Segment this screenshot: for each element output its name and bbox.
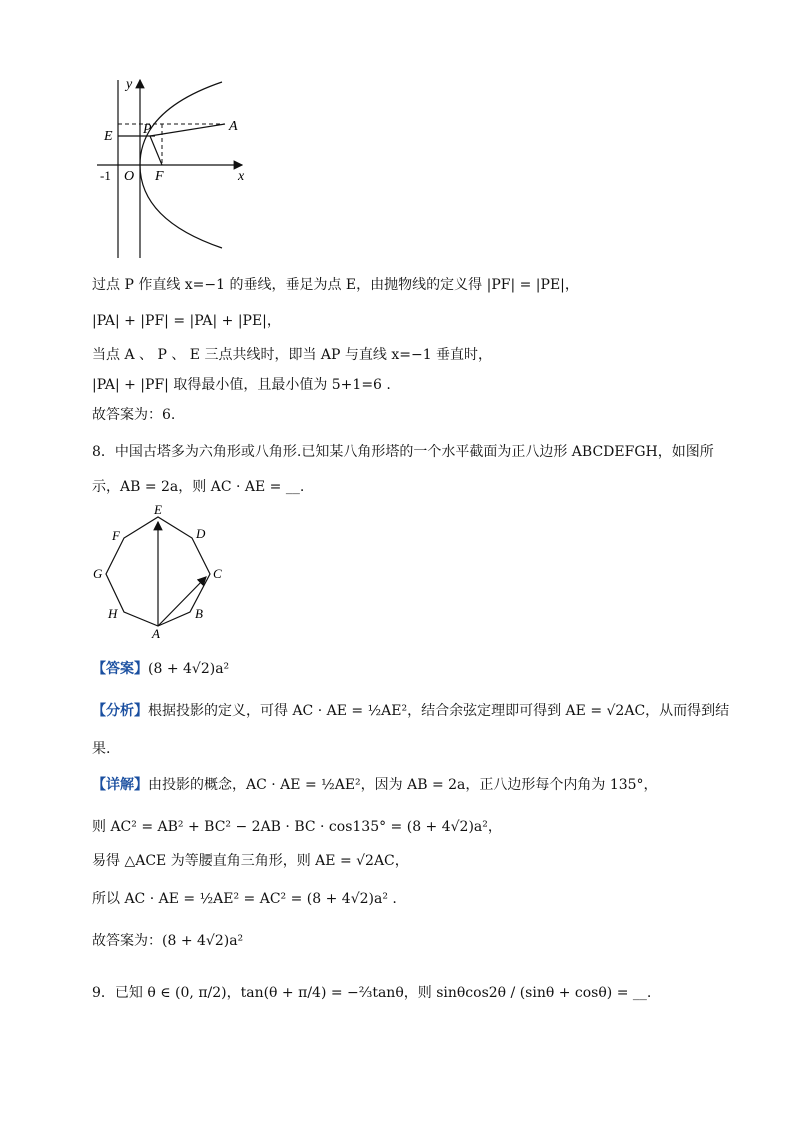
neg1-label: -1	[100, 168, 111, 183]
o-label: O	[124, 169, 135, 184]
analysis-text: 根据投影的定义，可得 AC · AE = ½AE²，结合余弦定理即可得到 AE = √2AC，从而得到结	[148, 703, 730, 719]
analysis8-line2: 果.	[92, 741, 111, 757]
label-g: G	[93, 566, 103, 581]
detail8-line5: 故答案为：(8 + 4√2)a²	[92, 933, 244, 949]
label-b: B	[195, 606, 203, 621]
solution7-line2: |PA| + |PF| = |PA| + |PE|，	[92, 313, 281, 329]
f-label: F	[155, 169, 164, 184]
detail8-line3: 易得 △ACE 为等腰直角三角形，则 AE = √2AC，	[92, 853, 409, 869]
analysis-tag: 【分析】	[92, 703, 148, 719]
analysis8-line1	[92, 702, 729, 720]
label-h: H	[108, 606, 118, 621]
a-label: A	[229, 119, 238, 134]
solution7-line1: 过点 P 作直线 x=−1 的垂线，垂足为点 E，由抛物线的定义得 |PF| = |PE|，	[92, 277, 579, 293]
label-a: A	[152, 626, 160, 641]
p-label: P	[143, 122, 152, 137]
detail-text: 由投影的概念，AC · AE = ½AE²，因为 AB = 2a，正八边形每个内角为 135°，	[148, 777, 658, 793]
segment-pf	[150, 136, 162, 165]
solution7-line4: |PA| + |PF| 取得最小值，且最小值为 5+1=6 .	[92, 377, 391, 393]
problem8-line1: 8．中国古塔多为六角形或八角形.已知某八角形塔的一个水平截面为正八边形 ABCDEFGH，如图所	[92, 444, 714, 460]
detail-tag: 【详解】	[92, 777, 148, 793]
problem9-text: 9．已知 θ ∈ (0, π/2)，tan(θ + π/4) = −⅔tanθ，则 sinθcos2θ / (sinθ + cosθ) = __.	[92, 985, 652, 1001]
answer8	[92, 660, 229, 678]
octagon-figure	[0, 500, 794, 650]
label-d: D	[196, 526, 206, 541]
parabola-figure	[0, 0, 794, 270]
answer-tag: 【答案】	[92, 661, 148, 677]
detail8-line2: 则 AC² = AB² + BC² − 2AB · BC · cos135° = (8 + 4√2)a²，	[92, 819, 502, 835]
solution7-line3: 当点 A 、 P 、 E 三点共线时，即当 AP 与直线 x=−1 垂直时，	[92, 347, 493, 363]
segment-pa	[150, 124, 225, 136]
problem8-line2: 示，AB = 2a，则 AC · AE = __.	[92, 479, 305, 495]
detail8-line4: 所以 AC · AE = ½AE² = AC² = (8 + 4√2)a² .	[92, 891, 397, 907]
label-e: E	[154, 502, 162, 517]
label-f: F	[112, 528, 120, 543]
answer-text: (8 + 4√2)a²	[148, 661, 230, 677]
solution7-line5: 故答案为：6.	[92, 407, 176, 423]
detail8-line1	[92, 776, 658, 794]
label-c: C	[213, 566, 222, 581]
e-label: E	[104, 129, 113, 144]
y-label: y	[126, 77, 133, 92]
x-label: x	[238, 169, 245, 184]
